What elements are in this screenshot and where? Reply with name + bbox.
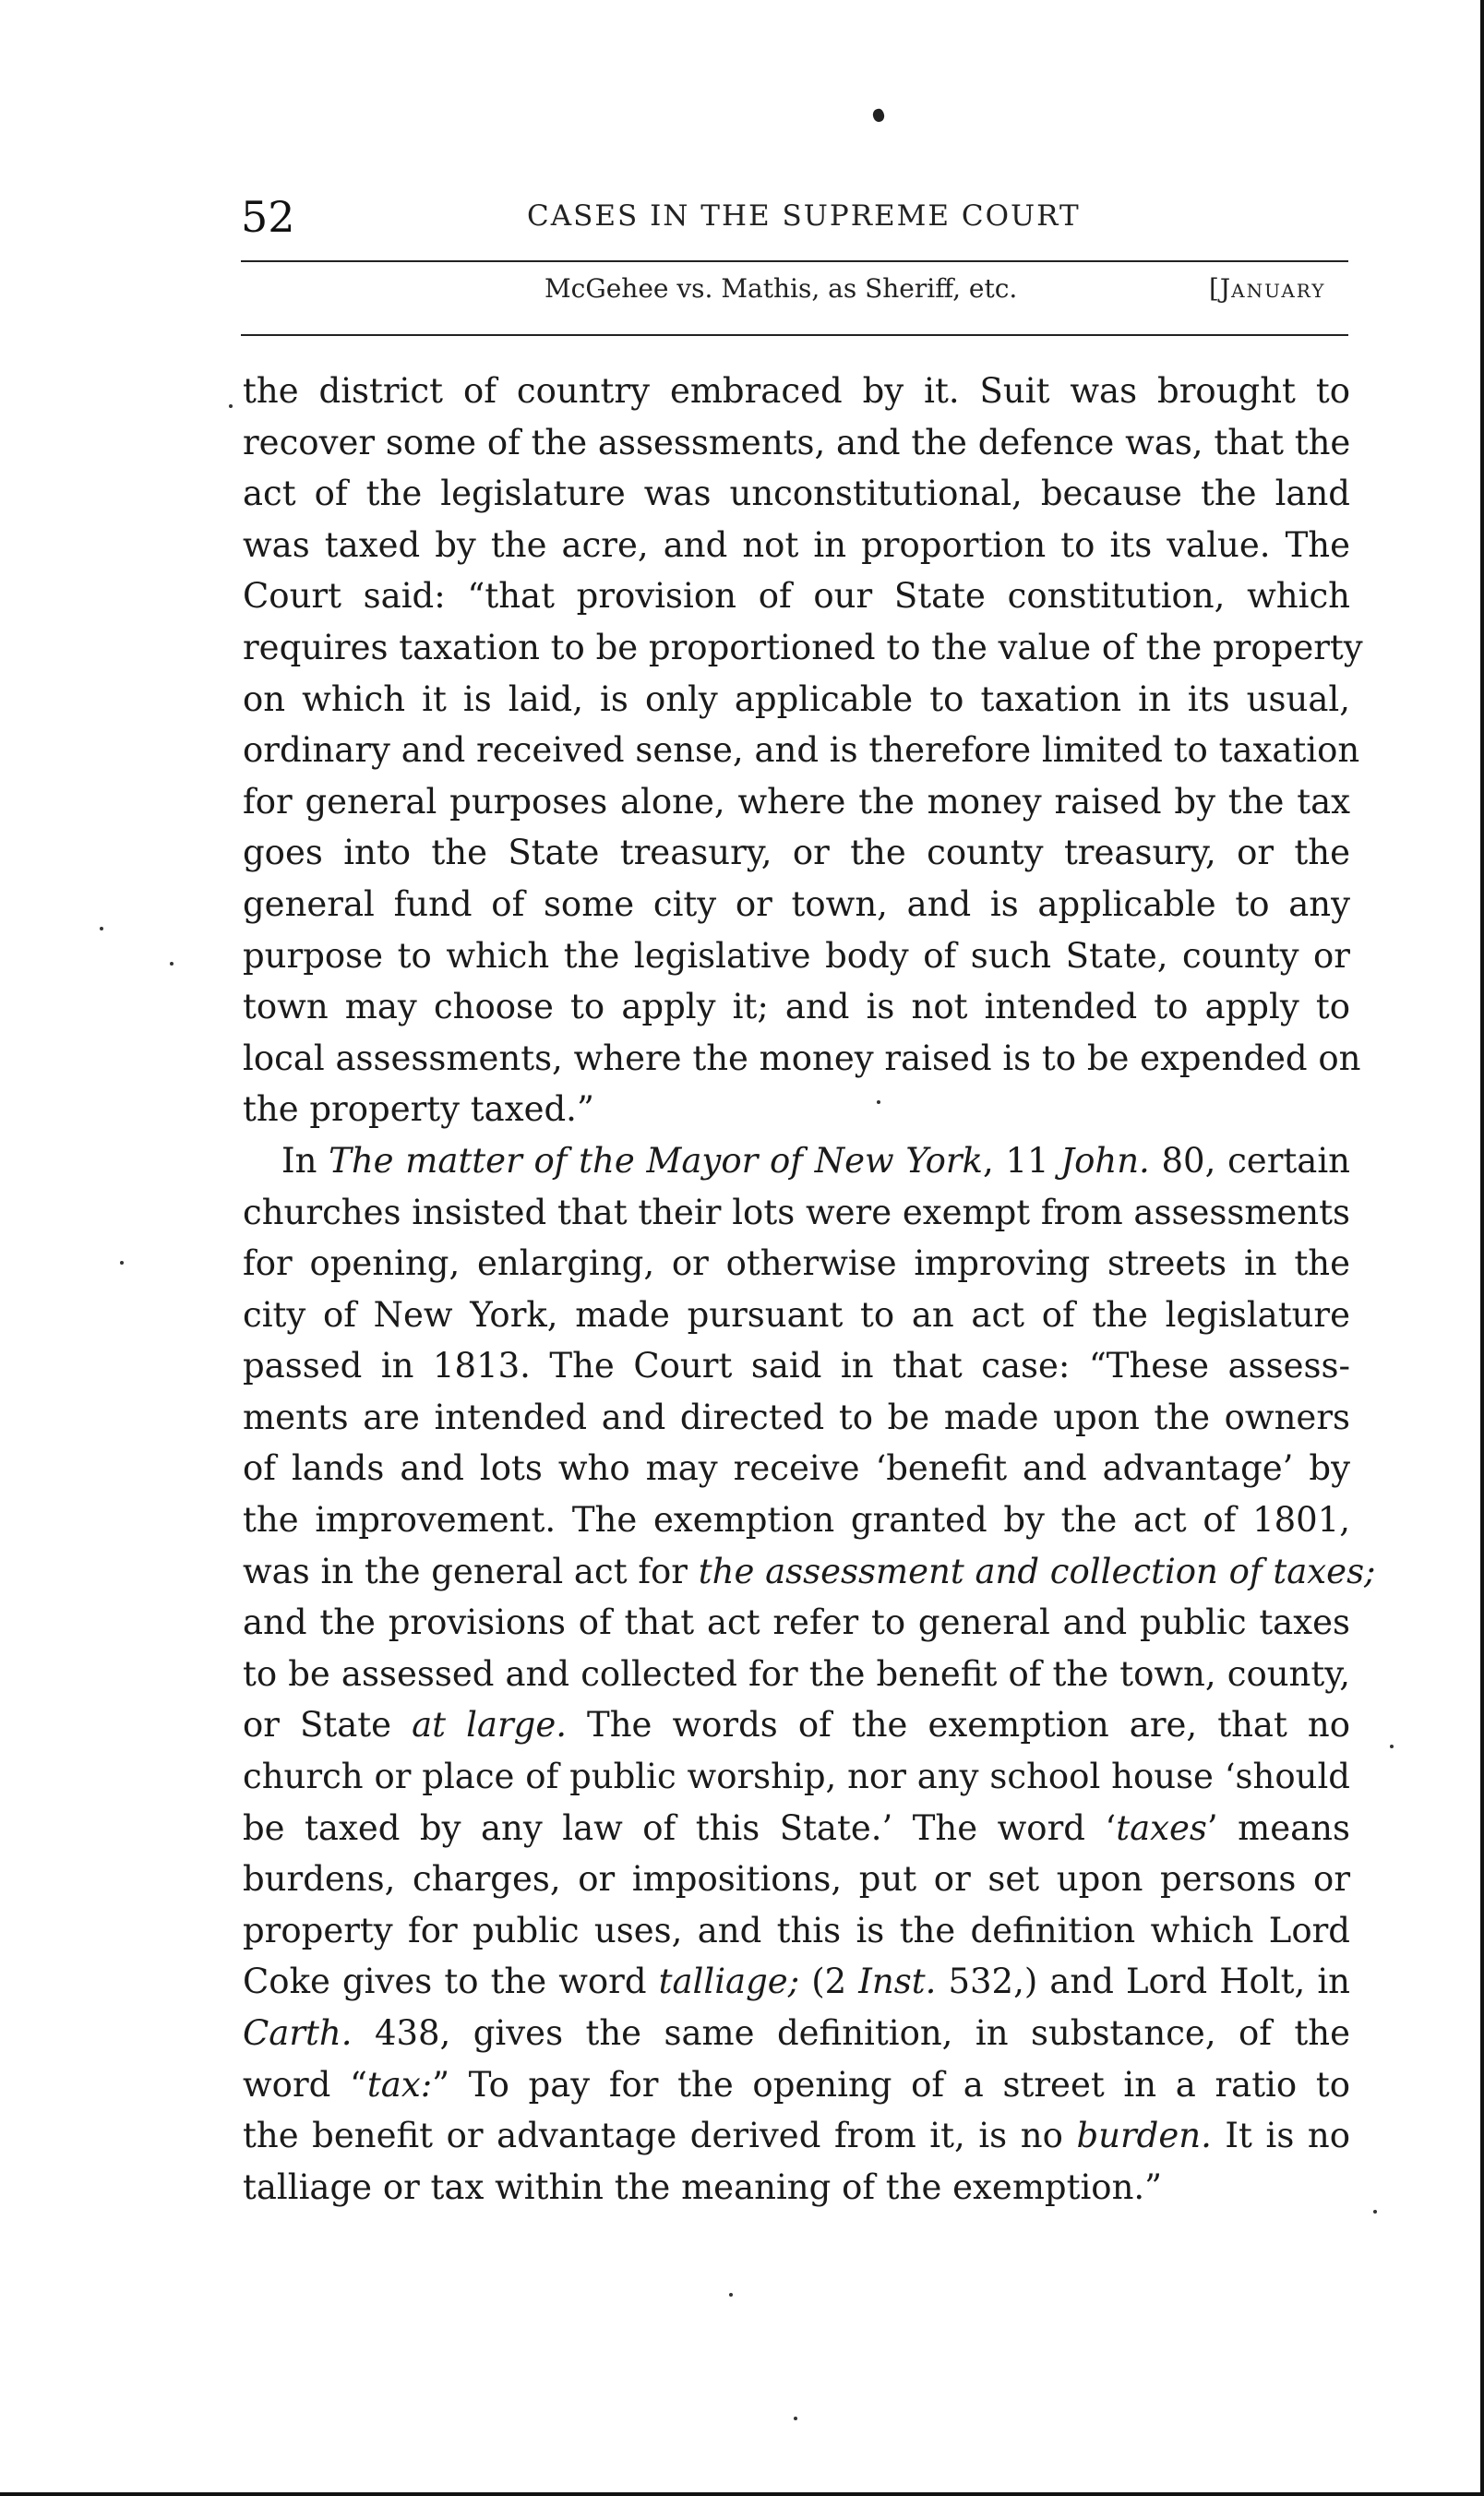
text-line: town may choose to apply it; and is not intended to apply to: [243, 987, 1350, 1027]
text-line: ments are intended and directed to be made upon the owners: [243, 1397, 1350, 1437]
text-line: for opening, enlarging, or otherwise improving streets in the: [243, 1243, 1350, 1284]
text-line: city of New York, made pursuant to an act of the legislature: [243, 1294, 1350, 1335]
paragraph-2: [243, 1135, 1376, 2213]
text-line: churches insisted that their lots were exempt from assessments: [243, 1192, 1350, 1232]
text-line: was in the general act for the assessment and collection of taxes;: [243, 1551, 1376, 1591]
text-line: passed in 1813. The Court said in that case: “These assess-: [243, 1346, 1350, 1386]
page-number: 52: [241, 192, 295, 242]
text-line: In The matter of the Mayor of New York, 11 John. 80, certain: [281, 1140, 1350, 1181]
text-line: the benefit or advantage derived from it, is no burden. It is no: [243, 2116, 1350, 2156]
text-line: general fund of some city or town, and is applicable to any: [243, 883, 1350, 924]
text-line: word “tax:” To pay for the opening of a street in a ratio to: [243, 2064, 1350, 2105]
text-line: for general purposes alone, where the money raised by the tax: [243, 781, 1350, 822]
text-line: recover some of the assessments, and the defence was, that the: [243, 422, 1351, 462]
text-line: property for public uses, and this is the definition which Lord: [243, 1910, 1350, 1950]
text-line: to be assessed and collected for the benefit of the town, county,: [243, 1653, 1350, 1694]
speck: [1390, 1745, 1394, 1748]
body-text: [243, 366, 1376, 2213]
text-line: ordinary and received sense, and is therefore limited to taxation: [243, 730, 1360, 771]
text-line: or State at large. The words of the exemption are, that no: [243, 1705, 1350, 1746]
header-rule-bottom: [241, 334, 1348, 336]
speck: [794, 2417, 797, 2420]
speck: [729, 2293, 733, 2297]
text-line: Court said: “that provision of our State constitution, which: [243, 576, 1350, 617]
text-line: the property taxed.”: [243, 1089, 594, 1130]
paragraph-1: [243, 366, 1363, 1135]
text-line: goes into the State treasury, or the county treasury, or the: [243, 833, 1350, 873]
text-line: on which it is laid, is only applicable to taxation in its usual,: [243, 678, 1350, 719]
speck: [1373, 2210, 1377, 2214]
speck: [120, 1261, 124, 1265]
text-line: purpose to which the legislative body of such State, county or: [243, 935, 1350, 976]
text-line: burdens, charges, or impositions, put or set upon persons or: [243, 1859, 1350, 1900]
case-name: McGehee vs. Mathis, as Sheriff, etc.: [545, 273, 1018, 304]
speck: [100, 927, 103, 930]
text-line: the improvement. The exemption granted by the act of 1801,: [243, 1500, 1350, 1541]
ink-blot: [871, 107, 886, 123]
text-line: requires taxation to be proportioned to the value of the property: [243, 627, 1363, 667]
text-line: the district of country embraced by it. Suit was brought to: [243, 371, 1350, 411]
text-line: of lands and lots who may receive ‘benefit and advantage’ by: [243, 1448, 1350, 1489]
text-line: talliage or tax within the meaning of the exemption.”: [243, 2166, 1163, 2207]
text-line: Coke gives to the word talliage; (2 Inst. 532,) and Lord Holt, in: [243, 1962, 1351, 2002]
text-line: Carth. 438, gives the same definition, in substance, of the: [243, 2013, 1350, 2053]
text-line: act of the legislature was unconstitutional, because the land: [243, 474, 1350, 514]
header-rule-top: [241, 260, 1348, 262]
term-label: [JANUARY: [1209, 273, 1326, 304]
running-title: CASES IN THE SUPREME COURT: [527, 199, 1081, 233]
speck: [170, 962, 174, 966]
text-line: church or place of public worship, nor any school house ‘should: [243, 1757, 1350, 1797]
text-line: was taxed by the acre, and not in proportion to its value. The: [243, 524, 1350, 565]
text-line: and the provisions of that act refer to general and public taxes: [243, 1602, 1350, 1643]
page-header: [241, 185, 1348, 240]
text-line: local assessments, where the money raised is to be expended on: [243, 1038, 1361, 1078]
speck: [229, 404, 233, 408]
text-line: be taxed by any law of this State.’ The word ‘taxes’ means: [243, 1807, 1350, 1848]
